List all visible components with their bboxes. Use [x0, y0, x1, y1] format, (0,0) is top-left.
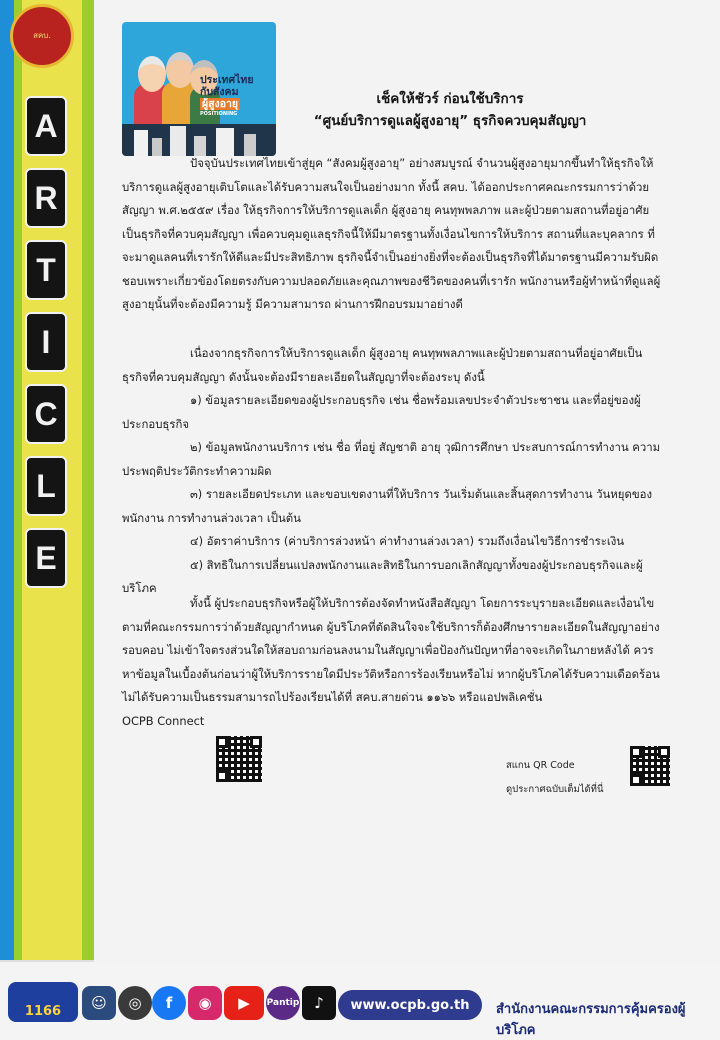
- poster-brand: POSITIONING: [200, 111, 238, 118]
- list-item: ๓) รายละเอียดประเภท และขอบเขตงานที่ให้บริการ วันเริ่มต้นและสิ้นสุดการทำงาน วันหยุดของพนักงาน การทำงานล่วงเวลา เป็นต้น: [122, 487, 653, 525]
- title-line-2: “ศูนย์บริการดูแลผู้สูงอายุ” ธุรกิจควบคุมสัญญา: [313, 113, 587, 129]
- ocpb-seal-logo: [10, 4, 74, 68]
- letter-tile: A: [25, 96, 67, 156]
- qr-code-icon[interactable]: [630, 746, 670, 786]
- ocpb-connect-text: OCPB Connect: [122, 713, 205, 728]
- hotline-logo[interactable]: [8, 982, 78, 1022]
- website-link[interactable]: [338, 990, 482, 1020]
- paragraph-1: ปัจจุบันประเทศไทยเข้าสู่ยุค “สังคมผู้สูงอายุ” อย่างสมบูรณ์ จำนวนผู้สูงอายุมากขึ้นทำให้ธุรกิจให้บริการดูแลผู้สูงอายุเติบโตและได้รับความสนใจเป็นอย่างมาก ทั้งนี้ สคบ. ได้ออกประกาศคณะกรรมการว่าด้วยสัญญา พ.ศ.๒๕๕๙ เรื่อง ให้ธุรกิจการให้บริการดูแลเด็ก ผู้สูงอายุ คนทุพพลภาพ และผู้ป่วยตามสถานที่อยู่อาศัยเป็นธุรกิจที่ควบคุมสัญญา เพื่อควบคุมดูแลธุรกิจนี้ให้มีมาตรฐานทั้งเงื่อนไขการให้บริการ สถานที่และบุคลากร ที่จะมาดูแลคนที่เรารักให้ดีและมีประสิทธิภาพ ธุรกิจนี้จำเป็นอย่างยิ่งที่จะต้องเป็นธุรกิจที่ได้มาตรฐานมีความรับผิดชอบเพราะเกี่ยวข้องโดยตรงกับความปลอดภัยและคุณภาพของชีวิตของคนที่เรารัก พนักงานหรือผู้ทำหน้าที่ดูแลผู้สูงอายุนั้นที่จะต้องมีความรู้ มีความสามารถ ผ่านการฝึกอบรมมาอย่างดี: [122, 156, 661, 311]
- pantip-label: Pantip: [266, 998, 300, 1008]
- seal-text: สคบ.: [33, 30, 51, 40]
- list-item: ๕) สิทธิในการเปลี่ยนแปลงพนักงานและสิทธิในการบอกเลิกสัญญาทั้งของผู้ประกอบธุรกิจและผู้บริโภค: [122, 557, 643, 595]
- list-item: ๔) อัตราค่าบริการ (ค่าบริการล่วงหน้า ค่าทำงานล่วงเวลา) รวมถึงเงื่อนไขวิธีการชำระเงิน: [190, 534, 625, 548]
- poster-line: ประเทศไทย: [200, 74, 254, 86]
- poster-line-highlight: ผู้สูงอายุ: [202, 98, 239, 111]
- mascot-icon[interactable]: ☺: [82, 986, 116, 1020]
- contract-requirements: [122, 342, 662, 601]
- letter-tile: R: [25, 168, 67, 228]
- qr-code-icon[interactable]: [216, 736, 262, 782]
- list-item: ๒) ข้อมูลพนักงานบริการ เช่น ชื่อ ที่อยู่ สัญชาติ อายุ วุฒิการศึกษา ประสบการณ์การทำงาน ความประพฤติประวัติกระทำความผิด: [122, 440, 661, 478]
- letter-tile: E: [25, 528, 67, 588]
- list-item: ๑) ข้อมูลรายละเอียดของผู้ประกอบธุรกิจ เช่น ชื่อพร้อมเลขประจำตัวประชาชน และที่อยู่ของผู้ประกอบธุรกิจ: [122, 393, 641, 431]
- footer-bar: [0, 962, 720, 1040]
- instagram-icon[interactable]: ◉: [188, 986, 222, 1020]
- tiktok-icon[interactable]: ♪: [302, 986, 336, 1020]
- article-title: [300, 88, 600, 132]
- hotline-number: 1166: [24, 1004, 62, 1019]
- youtube-icon[interactable]: ▶: [224, 986, 264, 1020]
- qr-note-line-2: ดูประกาศฉบับเต็มได้ที่นี่: [506, 784, 604, 795]
- title-line-1: เช็คให้ชัวร์ ก่อนใช้บริการ: [376, 91, 524, 107]
- pantip-icon[interactable]: [266, 986, 300, 1020]
- facebook-icon[interactable]: f: [152, 986, 186, 1020]
- paragraph-advice: [122, 592, 662, 733]
- letter-tile: C: [25, 384, 67, 444]
- website-text: www.ocpb.go.th: [350, 997, 470, 1013]
- paragraph-3: ทั้งนี้ ผู้ประกอบธุรกิจหรือผู้ให้บริการต้องจัดทำหนังสือสัญญา โดยการระบุรายละเอียดและเงื่อนไขตามที่คณะกรรมการว่าด้วยสัญญากำหนด ผู้บริโภคที่ตัดสินใจจะใช้บริการก็ต้องศึกษารายละเอียดในสัญญาอย่างรอบคอบ ไม่เข้าใจตรงส่วนใดให้สอบถามก่อนลงนามในสัญญาเพื่อป้องกันปัญหาที่อาจจะเกิดในภายหลังได้ ควรหาข้อมูลในเบื้องต้นก่อนว่าผู้ให้บริการรายใดมีประวัติหรือการร้องเรียนหรือไม่ หากผู้บริโภคได้รับความเดือดร้อนไม่ได้รับความเป็นธรรมสามารถไปร้องเรียนได้ที่ สคบ.สายด่วน ๑๑๖๖ หรือแอปพลิเคชั่น: [122, 596, 660, 704]
- article-letter-tiles: [25, 96, 67, 600]
- qr-note: [506, 754, 603, 802]
- qr-note-line-1: สแกน QR Code: [506, 760, 575, 771]
- elderly-society-poster: [122, 22, 276, 156]
- paragraph-2: เนื่องจากธุรกิจการให้บริการดูแลเด็ก ผู้สูงอายุ คนทุพพลภาพและผู้ป่วยตามสถานที่อยู่อาศัยเป็นธุรกิจที่ควบคุมสัญญา ดังนั้นจะต้องมีรายละเอียดในสัญญาที่จะต้องระบุ ดังนี้: [122, 346, 643, 384]
- poster-line: กับสังคม: [200, 86, 239, 99]
- agency-name: สำนักงานคณะกรรมการคุ้มครองผู้บริโภค: [496, 1002, 686, 1038]
- letter-tile: T: [25, 240, 67, 300]
- poster-headline: [200, 74, 272, 118]
- podcast-icon[interactable]: ◎: [118, 986, 152, 1020]
- letter-tile: L: [25, 456, 67, 516]
- paragraph-intro: [122, 152, 662, 317]
- letter-tile: I: [25, 312, 67, 372]
